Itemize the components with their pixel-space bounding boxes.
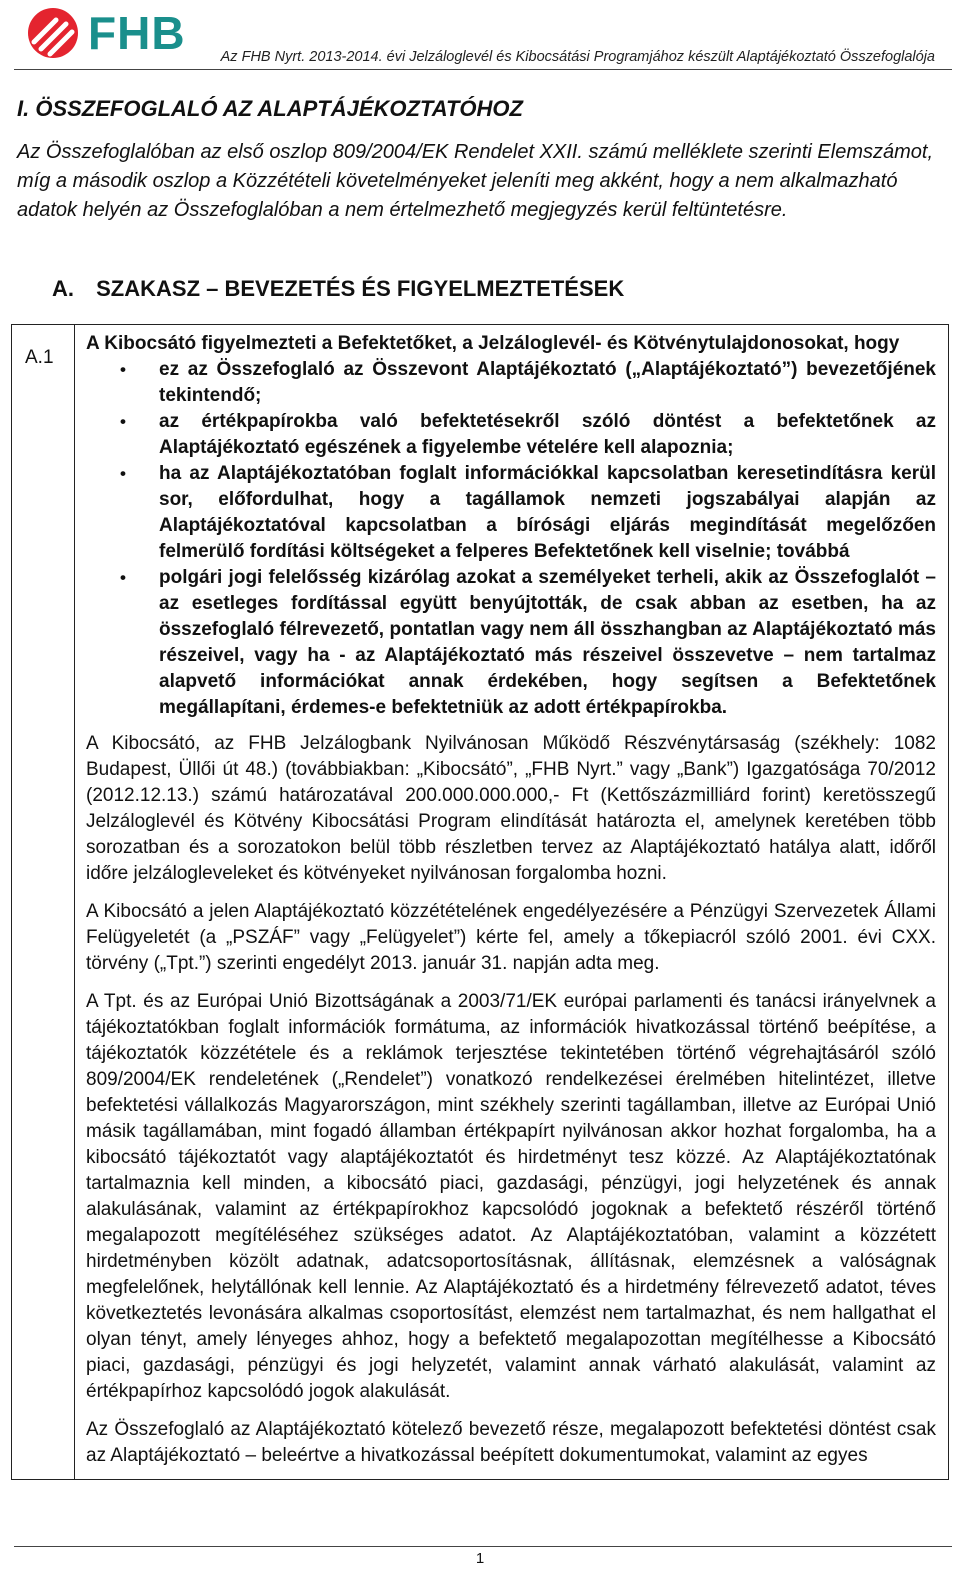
header-caption: Az FHB Nyrt. 2013-2014. évi Jelzáloglevél és Kibocsátási Programjához készült Alaptájékoztató Összefoglalója bbox=[220, 49, 935, 65]
approval-paragraph: A Kibocsátó a jelen Alaptájékoztató közzétételének engedélyezésére a Pénzügyi Szervezetek Állami Felügyeletét (a „PSZÁF” vagy „Felügyelet”) kérte fel, amely a tőkepiacról szóló 2001. évi CXX. törvény („Tpt.”) szerinti engedélyt 2013. január 31. napján adta meg. bbox=[86, 901, 936, 974]
issuer-paragraph: A Kibocsátó, az FHB Jelzálogbank Nyilvánosan Működő Részvénytársaság (székhely: 1082 Budapest, Üllői út 48.) (továbbiakban: „Kibocsátó”, „FHB Nyrt.” vagy „Bank”) Igazgatósága 70/2012 (2012.12.13.) számú határozatával 200.000.000.000,- Ft (Kettőszázmilliárd forint) keretösszegű Jelzáloglevél és Kötvény Kibocsátási Program elindítását határozta el, amelynek keretében több sorozatban és a sorozatokon belül több részletben tervez az Alaptájékoztató hatálya alatt, időről időre jelzálogleveleket és kötvényeket nyilvánosan forgalomba hozni. bbox=[86, 733, 936, 884]
company-logo bbox=[26, 6, 186, 60]
footer-divider bbox=[14, 1546, 952, 1547]
regulation-paragraph: A Tpt. és az Európai Unió Bizottságának a 2003/71/EK európai parlamenti és tanácsi irányelvnek a tájékoztatókban foglalt információk formátuma, az információk hivatkozással történő beépítése, a tájékoztatók közzététele és a reklámok terjesztése tekintetében történő végrehajtásáról szóló 809/2004/EK rendeletének („Rendelet”) vonatkozó rendelkezései érelmében hitelintézet, illetve befektetési vállalkozás Magyarországon, mint székhely szerinti tagállamban, illetve az Európai Unió másik tagállamában, mint fogadó államban értékpapírt nyilvánosan akkor hozhat forgalomba, ha a kibocsátó tájékoztatót vagy alaptájékoztatót és hirdetményt tesz közzé. Az Alaptájékoztatónak tartalmaznia kell minden, a kibocsátó piaci, gazdasági, pénzügyi, jogi helyzetének és annak alakulásának, valamint az értékpapírokhoz kapcsolódó jogoknak a befektető részéről történő megalapozott megítéléséhez szükséges adatot. Az Alaptájékoztatóban, valamint a közzétett hirdetményben közölt adatnak, adatcsoportosításnak, állításnak, elemzésnek a valóságnak megfelelőnek, helytállónak kell lennie. Az Alaptájékoztató és a hirdetmény félrevezető adatot, téves következtetés levonására alkalmas csoportosítást, elemzést nem tartalmazhat, és nem hallgathat el olyan tényt, amely lényeges ahhoz, hogy a befektető megalapozottan megítélhesse a Kibocsátó piaci, gazdasági, pénzügyi és jogi helyzetét, valamint annak várható alakulását, valamint az értékpapírhoz kapcsolódó jogok alakulását. bbox=[86, 991, 936, 1402]
warning-intro: A Kibocsátó figyelmezteti a Befektetőket, a Jelzáloglevél- és Kötvénytulajdonosokat, hogy bbox=[86, 333, 900, 354]
list-item: • az értékpapírokba való befektetésekről szóló döntést a befektetőnek az Alaptájékoztató egészének a figyelembe vételére kell alapoznia; bbox=[86, 409, 936, 461]
subsection-letter: A. bbox=[52, 276, 74, 301]
subsection-title: SZAKASZ – BEVEZETÉS ÉS FIGYELMEZTETÉSEK bbox=[96, 276, 625, 301]
section-heading: I. ÖSSZEFOGLALÓ AZ ALAPTÁJÉKOZTATÓHOZ bbox=[17, 96, 523, 121]
warning-list bbox=[86, 357, 936, 721]
list-item: • ha az Alaptájékoztatóban foglalt információkkal kapcsolatban keresetindításra kerül sor, előfordulhat, hogy a tagállamok nemzeti jogszabályai alapján az Alaptájékoztatóval kapcsolatban a bírósági eljárás megindítását megelőzően felmerülő fordítási költségeket a felperes Befektetőnek kell viselnie; továbbá bbox=[86, 461, 936, 565]
list-item: • ez az Összefoglaló az Összevont Alaptájékoztató („Alaptájékoztató”) bevezetőjének tekintendő; bbox=[86, 357, 936, 409]
page-number: 1 bbox=[475, 1550, 485, 1567]
list-item: • polgári jogi felelősség kizárólag azokat a személyeket terheli, akik az Összefoglalót – az esetleges fordítással együtt benyújtották, de csak abban az esetben, ha az összefoglaló félrevezető, pontatlan vagy nem áll összhangban az Alaptájékoztató más részeivel, vagy ha - az Alaptájékoztató más részeivel összevetve – nem tartalmaz alapvető információkat annak érdekében, hogy segítsen a Befektetőnek megállapítani, érdemes-e befektetniük az adott értékpapírokba. bbox=[86, 565, 936, 721]
intro-paragraph: Az Összefoglalóban az első oszlop 809/2004/EK Rendelet XXII. számú melléklete szerinti Elemszámot, míg a második oszlop a Közzétételi követelményeket jeleníti meg akként, hogy a nem alkalmazható adatok helyén az Összefoglalóban a nem értelmezhető megjegyzés kerül feltüntetésre. bbox=[17, 141, 934, 221]
logo-wordmark: FHB bbox=[88, 7, 186, 59]
summary-paragraph: Az Összefoglaló az Alaptájékoztató kötelező bevezető része, megalapozott befektetési döntést csak az Alaptájékoztató – beleértve a hivatkozással beépített dokumentumokat, valamint az egyes bbox=[86, 1419, 936, 1466]
disclosure-cell bbox=[86, 331, 936, 1469]
summary-table bbox=[11, 324, 949, 1480]
fhb-logo-icon bbox=[26, 6, 80, 60]
page-header bbox=[0, 0, 960, 80]
column-divider bbox=[74, 325, 75, 1479]
header-divider bbox=[14, 69, 952, 70]
subsection-heading bbox=[52, 276, 624, 302]
element-number: A.1 bbox=[25, 347, 54, 368]
